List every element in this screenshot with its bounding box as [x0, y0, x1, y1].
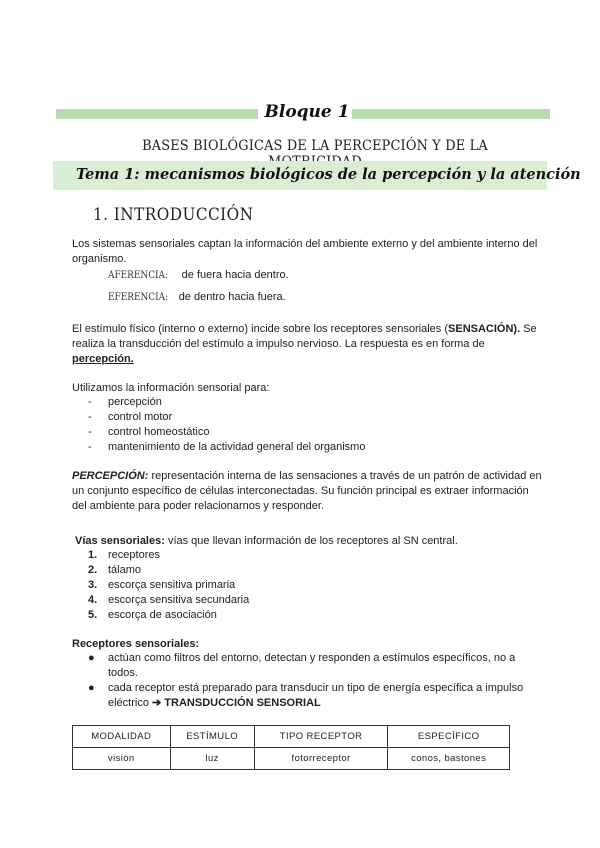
list-item: 1. receptores	[88, 549, 160, 561]
subtitle: BASES BIOLÓGICAS DE LA PERCEPCIÓN Y DE LA	[142, 138, 488, 154]
percepcion-definition-term: PERCEPCIÓN:	[72, 470, 149, 482]
receptores-title: Receptores sensoriales:	[72, 638, 200, 650]
tema-title: Tema 1: mecanismos biológicos de la percepción y la atención	[76, 166, 581, 183]
estimulo-paragraph	[72, 322, 542, 367]
list-item: - percepción	[88, 396, 162, 408]
vias-term: Vías sensoriales:	[75, 535, 165, 547]
receptores-list	[88, 651, 528, 711]
vias-list	[88, 548, 249, 623]
list-item: - mantenimiento de la actividad general del organismo	[88, 441, 366, 453]
header-bar-left	[56, 109, 258, 119]
uses-intro: Utilizamos la información sensorial para:	[72, 382, 270, 394]
header-bar-right	[352, 109, 550, 119]
aferencia-term: AFERENCIA:	[108, 269, 169, 281]
table-header-cell: ESTÍMULO	[170, 726, 254, 748]
section-title: 1. INTRODUCCIÓN	[93, 205, 254, 225]
uses-list	[88, 395, 365, 455]
vias-paragraph	[75, 534, 545, 549]
list-item-text: escorça de asociación	[108, 609, 217, 621]
list-item: 5. escorça de asociación	[88, 609, 217, 621]
estimulo-text: El estímulo físico (interno o externo) incide sobre los receptores sensoriales (	[72, 323, 449, 335]
table-cell: luz	[170, 748, 254, 770]
table-header-cell: TIPO RECEPTOR	[254, 726, 388, 748]
bloque-title: Bloque 1	[264, 102, 350, 122]
list-item: - control motor	[88, 411, 173, 423]
list-item-text: escorça sensitiva secundaria	[108, 594, 250, 606]
table-row	[73, 748, 510, 770]
eferencia-line	[108, 290, 578, 305]
table-cell: visión	[73, 748, 171, 770]
list-item-text: actúan como filtros del entorno, detectan y responden a estímulos específicos, no a todos.	[108, 652, 516, 679]
list-item: - control homeostático	[88, 426, 210, 438]
list-item-text: escorça sensitiva primaria	[108, 579, 236, 591]
receptor-table	[72, 725, 510, 770]
table-header-row	[73, 726, 510, 748]
list-item-text: mantenimiento de la actividad general del organismo	[108, 441, 366, 453]
list-item: 4. escorça sensitiva secundaria	[88, 594, 250, 606]
table-header-cell: ESPECÍFICO	[388, 726, 510, 748]
aferencia-def: de fuera hacia dentro.	[178, 269, 289, 281]
bloque-header	[56, 104, 550, 124]
list-item-text: receptores	[108, 549, 160, 561]
list-item: ● actúan como filtros del entorno, detectan y responden a estímulos específicos, no a todos.	[88, 652, 516, 679]
table-cell: conos, bastones	[388, 748, 510, 770]
table-cell: fotorreceptor	[254, 748, 388, 770]
list-item: 3. escorça sensitiva primaria	[88, 579, 236, 591]
list-item-text: tálamo	[108, 564, 142, 576]
percepcion-term: percepción.	[72, 353, 134, 365]
list-item: ● cada receptor está preparado para transducir un tipo de energía específica a impulso eléctrico ➔ TRANSDUCCIÓN SENSORIAL	[88, 682, 524, 709]
table-header-cell: MODALIDAD	[73, 726, 171, 748]
list-item: 2. tálamo	[88, 564, 142, 576]
list-item-text: control motor	[108, 411, 173, 423]
vias-def: vías que llevan información de los receptores al SN central.	[164, 535, 458, 547]
intro-paragraph: Los sistemas sensoriales captan la información del ambiente externo y del ambiente interno del organismo.	[72, 238, 538, 265]
percepcion-paragraph	[72, 469, 542, 514]
eferencia-term: EFERENCIA:	[108, 291, 169, 303]
list-item-text: cada receptor está preparado para transducir un tipo de energía específica a impulso eléctrico	[108, 682, 524, 709]
sensacion-term: SENSACIÓN).	[448, 323, 521, 335]
list-item-text: control homeostático	[108, 426, 210, 438]
eferencia-def: de dentro hacia fuera.	[178, 291, 286, 303]
transduccion-text: Se realiza la transducción del estímulo a impulso nervioso. La respuesta es en forma de	[72, 323, 537, 350]
aferencia-line	[108, 268, 578, 283]
list-item-text: percepción	[108, 396, 162, 408]
transduccion-sensorial-label: ➔ TRANSDUCCIÓN SENSORIAL	[152, 697, 321, 709]
percepcion-definition: representación interna de las sensaciones a través de un patrón de actividad en un conjunto específico de células interconectadas. Su función principal es extraer información del ambiente para poder relacionarnos y responder.	[72, 470, 542, 512]
